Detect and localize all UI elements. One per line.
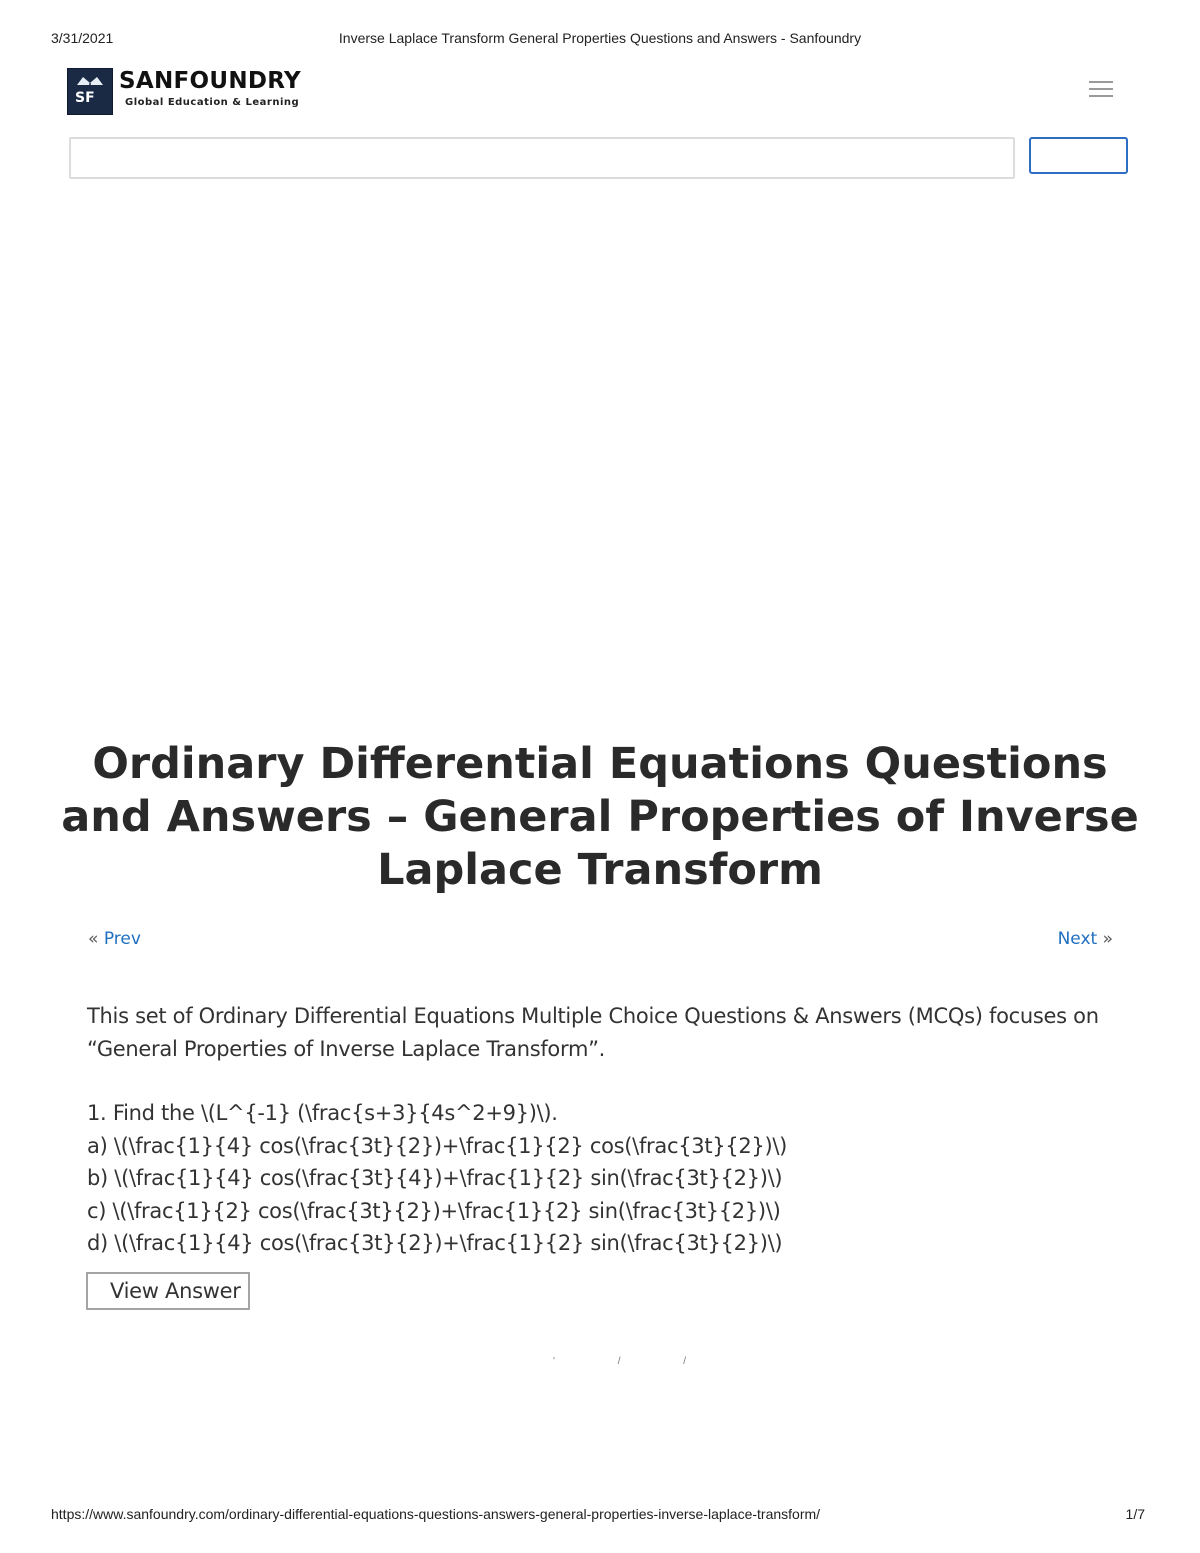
logo-name: SANFOUNDRY [119,68,302,94]
clipped-content: ' / / [553,1356,717,1364]
logo-tagline: Global Education & Learning [125,97,300,108]
logo-mark [67,68,113,115]
next-arrow: » [1102,929,1113,949]
intro-line-1: This set of Ordinary Differential Equations Multiple Choice Questions & Answers (MCQs) focuses on [87,1004,1099,1028]
logo-mark-text: SF [75,90,95,106]
intro-paragraph [87,1000,1122,1066]
next-link[interactable] [1058,929,1113,949]
article-title: Ordinary Differential Equations Questions and Answers – General Properties of Inverse Laplace Transform [61,739,1139,895]
option-d: d) \(\frac{1}{4} cos(\frac{3t}{2})+\frac{1}{2} sin(\frac{3t}{2})\) [87,1231,783,1255]
intro-line-2: “General Properties of Inverse Laplace Transform”. [87,1037,606,1061]
prev-link[interactable] [88,929,141,949]
view-answer-button[interactable]: View Answer [86,1272,250,1310]
question-number: 1. [87,1101,107,1125]
question-stem [87,1097,1122,1130]
option-b: b) \(\frac{1}{4} cos(\frac{3t}{4})+\frac{1}{2} sin(\frac{3t}{2})\) [87,1166,783,1190]
search-input[interactable] [69,137,1015,179]
question-text: Find the \(L^{-1} (\frac{s+3}{4s^2+9})\). [112,1101,558,1125]
next-label: Next [1057,929,1098,949]
question-1 [87,1097,1122,1260]
print-url: https://www.sanfoundry.com/ordinary-differential-equations-questions-answers-general-properties-inverse-laplace-transform/ [51,1506,821,1522]
option-a: a) \(\frac{1}{4} cos(\frac{3t}{2})+\frac{1}{2} cos(\frac{3t}{2})\) [87,1133,788,1158]
print-date: 3/31/2021 [51,30,114,46]
prev-label: Prev [103,929,141,949]
prev-arrow: « [88,929,99,949]
search-button[interactable] [1029,137,1128,174]
option-c: c) \(\frac{1}{2} cos(\frac{3t}{2})+\frac{1}{2} sin(\frac{3t}{2})\) [87,1198,781,1223]
print-page-title: Inverse Laplace Transform General Properties Questions and Answers - Sanfoundry [338,30,862,46]
hamburger-menu-icon[interactable] [1089,81,1113,99]
book-icon [76,75,104,87]
print-page-number: 1/7 [1125,1506,1145,1522]
